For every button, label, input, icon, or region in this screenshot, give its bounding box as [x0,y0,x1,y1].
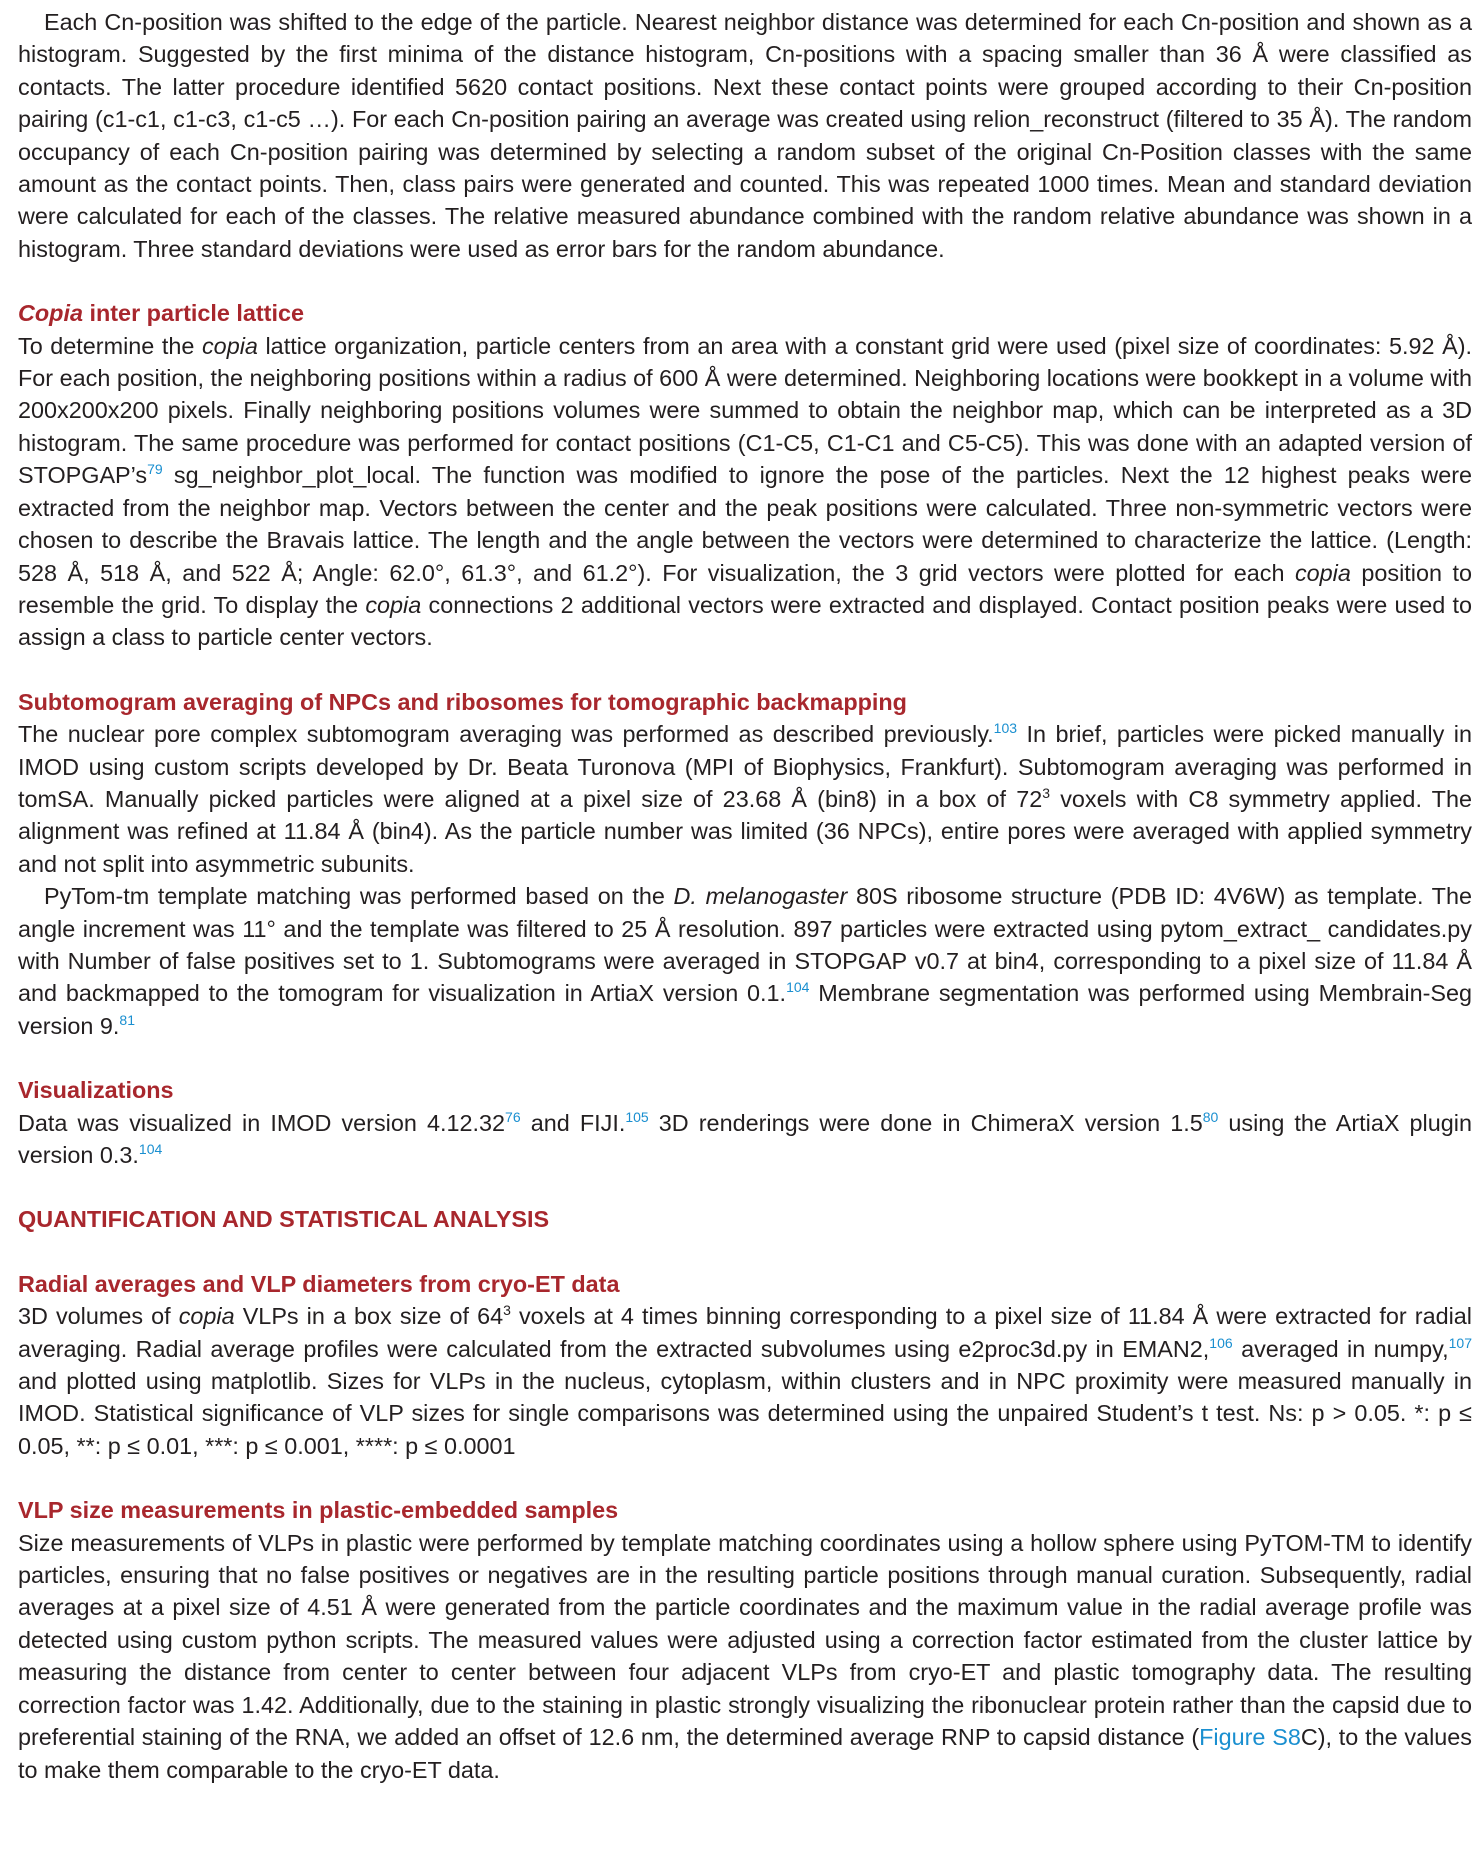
radial-heading: Radial averages and VLP diameters from cryo-ET data [18,1270,620,1297]
radial-paragraph: 3D volumes of copia VLPs in a box size of $64^3$ voxels at 4 times binning corresponding to a pixel size of 11.84 Å were extracted for radial averaging. Radial average profiles were calculated from the extracted subvolumes using e2proc3d.py in EMAN2,$^{106}$ averaged in numpy,$^{107}$ and plotted using matplotlib. Sizes for VLPs in the nucleus, cytoplasm, within clusters and in NPC proximity were measured manually in IMOD. Statistical significance of VLP sizes for single comparisons was determined using the unpaired Student’s t test. Ns: p > 0.05. *: p ≤ 0.05, **: p ≤ 0.01, ***: p ≤ 0.001, ****: p ≤ 0.0001 [18,1302,1472,1459]
subtomo-paragraph-2: PyTom-tm template matching was performed based on the D. melanogaster 80S ribosome structure (PDB ID: 4V6W) as template. The angle increment was 11° and the template was filtered to 25 Å resolution. 897 particles were extracted using pytom_extract_ candidates.py with Number of false positives set to 1. Subtomograms were averaged in STOPGAP v0.7 at bin4, corresponding to a pixel size of 11.84 Å and backmapped to the tomogram for visualization in ArtiaX version 0.1.$^{104}$ Membrane segmentation was performed using Membrain-Seg version 9.81 [18,883,1472,1039]
subtomo-paragraph-1: The nuclear pore complex subtomogram averaging was performed as described previously.$^{103}$ In brief, particles were picked manually in IMOD using custom scripts developed by Dr. Beata Turonova (MPI of Biophysics, Frankfurt). Subtomogram averaging was performed in tomSA. Manually picked particles were aligned at a pixel size of 23.68 Å (bin8) in a box of $72^3$ voxels with C8 symmetry applied. The alignment was refined at 11.84 Å (bin4). As the particle number was limited (36 NPCs), entire pores were averaged with applied symmetry and not split into asymmetric subunits. [18,720,1472,877]
figure-s8-link[interactable]: Figure S8 [1199,1724,1301,1751]
citation-104[interactable]: 104 [786,979,810,996]
citation-107[interactable]: 107 [1448,1334,1472,1351]
quantification-heading: QUANTIFICATION AND STATISTICAL ANALYSIS [18,1206,550,1233]
plastic-paragraph: Size measurements of VLPs in plastic were performed by template matching coordinates using a hollow sphere using PyTOM-TM to identify particles, ensuring that no false positives or negatives are in the resulting particle positions through manual curation. Subsequently, radial averages at a pixel size of 4.51 Å were generated from the particle coordinates and the maximum value in the radial average profile was detected using custom python scripts. The measured values were adjusted using a correction factor estimated from the cluster lattice by measuring the distance from center to center between four adjacent VLPs from cryo-ET and plastic tomography data. The resulting correction factor was 1.42. Additionally, due to the staining in plastic strongly visualizing the ribonuclear protein rather than the capsid due to preferential staining of the RNA, we added an offset of 12.6 nm, the determined average RNP to capsid distance (Figure S8C), to the values to make them comparable to the cryo-ET data. [18,1529,1472,1783]
plastic-heading: VLP size measurements in plastic-embedded samples [18,1497,619,1524]
citation-80[interactable]: 80 [1202,1108,1219,1125]
citation-104b[interactable]: 104 [138,1141,163,1157]
visualizations-heading: Visualizations [18,1077,174,1104]
visualizations-paragraph: Data was visualized in IMOD version 4.12.32$^{76}$ and FIJI.$^{105}$ 3D renderings were done in ChimeraX version 1.5$^{80}$ using the ArtiaX plugin version 0.3.$^{104}$ [18,1108,1472,1168]
citation-81[interactable]: 81 [119,1011,135,1028]
cn-paragraph: Each Cn-position was shifted to the edge of the particle. Nearest neighbor distance was determined for each Cn-position and shown as a histogram. Suggested by the first minima of the distance histogram, Cn-positions with a spacing smaller than 36 Å were classified as contacts. The latter procedure identified 5620 contact positions. Next these contact points were grouped according to their Cn-position pairing (c1-c1, c1-c3, c1-c5 …). For each Cn-position pairing an average was created using relion_reconstruct (filtered to 35 Å). The random occupancy of each Cn-position pairing was determined by selecting a random subset of the original Cn-Position classes with the same amount as the contact points. Then, class pairs were generated and counted. This was repeated 1000 times. Mean and standard deviation were calculated for each of the classes. The relative measured abundance combined with the random relative abundance was shown in a histogram. Three standard deviations were used as error bars for the random abundance. [18,9,1472,262]
citation-79[interactable]: 79 [147,461,163,478]
citation-105[interactable]: 105 [625,1108,649,1125]
lattice-heading: Copia inter particle lattice [18,300,304,327]
citation-106[interactable]: 106 [1209,1334,1233,1351]
lattice-paragraph: To determine the copia lattice organization, particle centers from an area with a constant grid were used (pixel size of coordinates: 5.92 Å). For each position, the neighboring positions within a radius of 600 Å were determined. Neighboring locations were bookkept in a volume with 200x200x200 pixels. Finally neighboring positions volumes were summed to obtain the neighbor map, which can be interpreted as a 3D histogram. The same procedure was performed for contact positions (C1-C5, C1-C1 and C5-C5). This was done with an adapted version of STOPGAP’s$^{79}$ sg_neighbor_plot_local. The function was modified to ignore the pose of the particles. Next the 12 highest peaks were extracted from the neighbor map. Vectors between the center and the peak positions were calculated. Three non-symmetric vectors were chosen to describe the Bravais lattice. The length and the angle between the vectors were determined to characterize the lattice. (Length: 528 Å, 518 Å, and 522 Å; Angle: 62.0°, 61.3°, and 61.2°). For visualization, the 3 grid vectors were plotted for each copia position to resemble the grid. To display the copia connections 2 additional vectors were extracted and displayed. Contact position peaks were used to assign a class to particle center vectors. [18,332,1472,651]
citation-76[interactable]: 76 [505,1108,521,1125]
subtomo-heading: Subtomogram averaging of NPCs and ribosomes for tomographic backmapping [18,688,907,715]
paper-page [18,6,1472,1786]
citation-103[interactable]: 103 [993,720,1018,737]
